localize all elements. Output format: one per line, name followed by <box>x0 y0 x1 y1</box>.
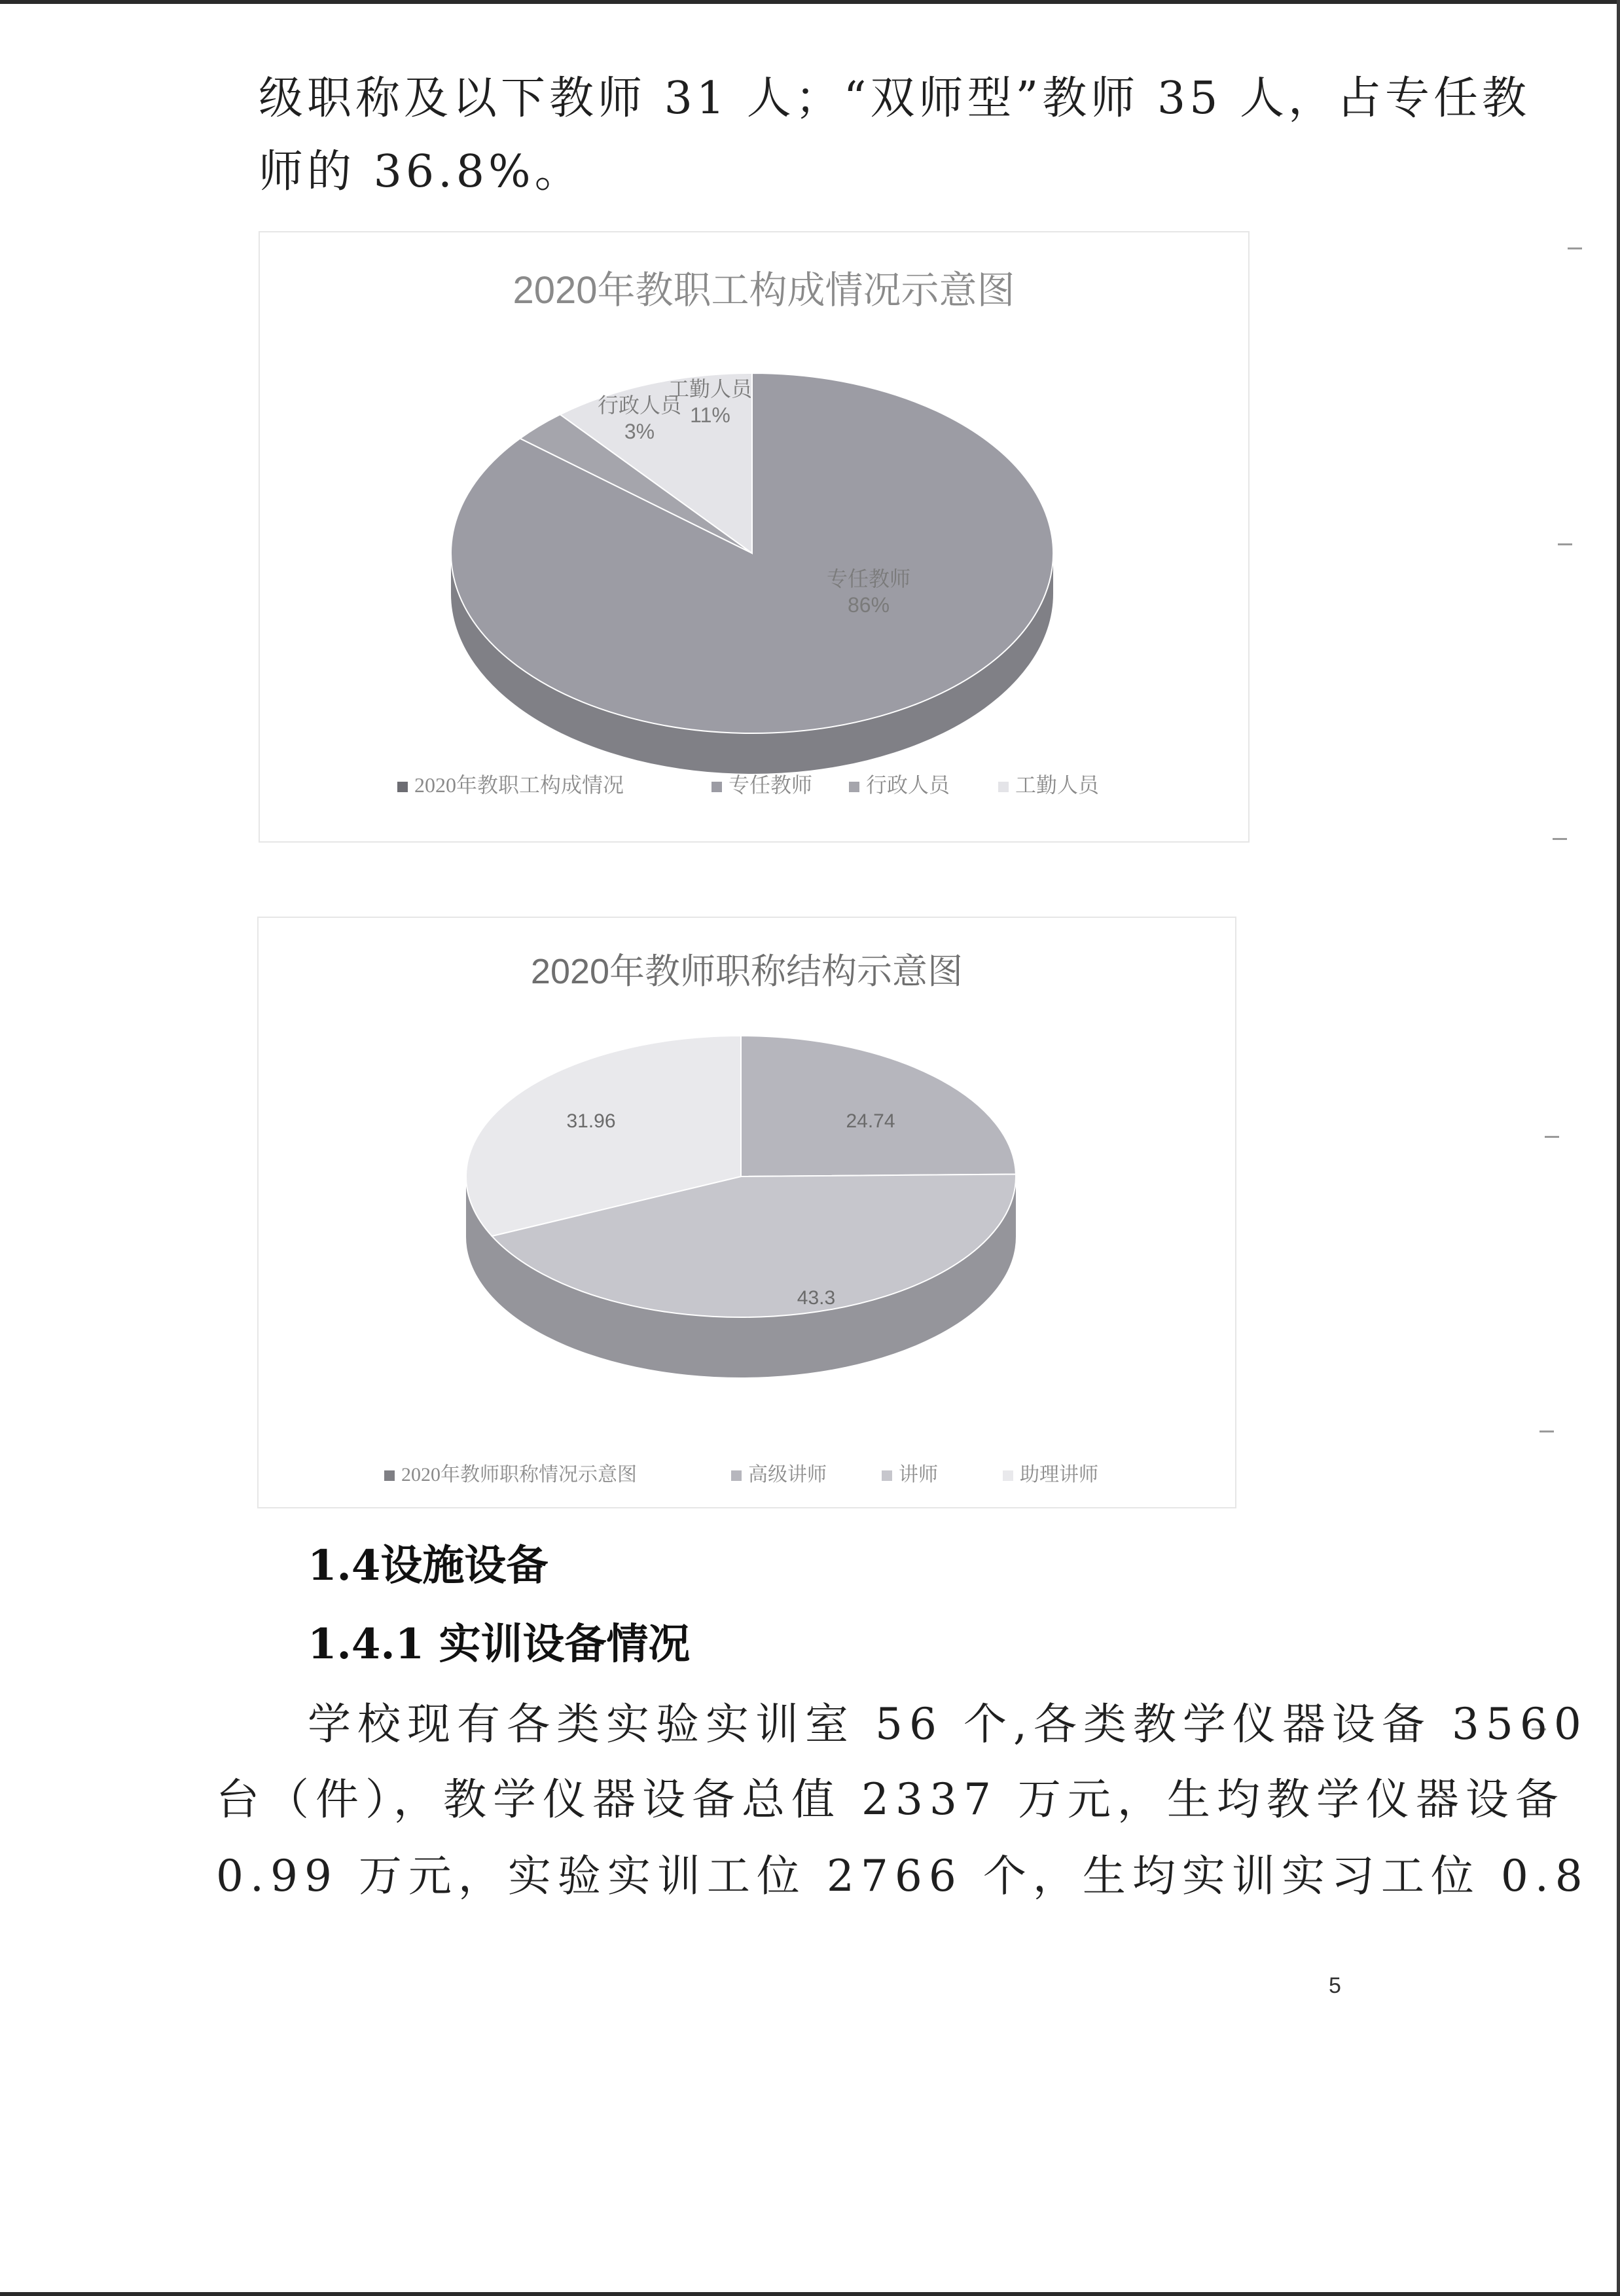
data-label-name: 工勤人员 <box>668 377 753 401</box>
legend-swatch <box>731 1470 742 1481</box>
teacher-title-pie <box>259 918 1235 1507</box>
scan-bottom-edge <box>0 2292 1620 2296</box>
data-label-value: 43.3 <box>797 1287 836 1309</box>
legend-swatch <box>849 782 859 792</box>
staff-composition-chart <box>259 231 1250 843</box>
data-label-name: 行政人员 <box>597 393 682 417</box>
margin-mark <box>1553 838 1567 840</box>
data-label-value: 31.96 <box>566 1110 616 1132</box>
margin-mark <box>1545 1136 1559 1138</box>
legend-item: 2020年教师职称情况示意图 <box>401 1464 637 1485</box>
legend-item: 高级讲师 <box>748 1464 827 1485</box>
margin-mark <box>1539 1430 1554 1432</box>
legend-swatch <box>384 1470 395 1481</box>
legend-item: 讲师 <box>899 1464 938 1485</box>
teacher-title-chart <box>257 917 1236 1508</box>
legend-item: 工勤人员 <box>1015 773 1100 797</box>
legend-item: 助理讲师 <box>1020 1464 1098 1485</box>
data-label-value: 24.74 <box>846 1110 895 1132</box>
margin-mark <box>1568 247 1582 249</box>
data-label-name: 专任教师 <box>826 567 911 591</box>
chart-title: 2020年教师职称结构示意图 <box>530 952 963 991</box>
legend-swatch <box>397 782 408 792</box>
legend-swatch <box>711 782 722 792</box>
data-label-value: 11% <box>690 403 730 427</box>
legend-item: 行政人员 <box>866 773 950 797</box>
legend-swatch <box>882 1470 892 1481</box>
paragraph-line-2: 台（件），教学仪器设备总值 2337 万元，生均教学仪器设备 <box>216 1774 1565 1825</box>
intro-line-2: 师的 36.8%。 <box>259 146 583 198</box>
intro-line-1: 级职称及以下教师 31 人；“双师型”教师 35 人，占专任教 <box>259 73 1531 124</box>
page-number: 5 <box>1329 1973 1341 1998</box>
legend-item: 2020年教职工构成情况 <box>414 773 624 797</box>
margin-mark <box>1558 543 1572 545</box>
data-label-value: 3% <box>624 420 655 443</box>
scan-top-edge <box>0 0 1620 4</box>
data-label-value: 86% <box>847 593 890 617</box>
legend-swatch <box>998 782 1009 792</box>
section-heading: 1.4设施设备 <box>308 1541 549 1590</box>
chart-title: 2020年教职工构成情况示意图 <box>513 269 1015 312</box>
scan-right-edge <box>1617 0 1620 2296</box>
subsection-heading: 1.4.1 实训设备情况 <box>308 1620 691 1669</box>
legend-swatch <box>1003 1470 1013 1481</box>
pie-slice-1 <box>741 1036 1016 1176</box>
paragraph-line-1: 学校现有各类实验实训室 56 个,各类教学仪器设备 3560 <box>308 1699 1588 1749</box>
staff-composition-pie <box>260 232 1248 841</box>
legend-item: 专任教师 <box>729 773 813 797</box>
paragraph-line-3: 0.99 万元，实验实训工位 2766 个，生均实训实习工位 0.8 <box>216 1851 1589 1901</box>
